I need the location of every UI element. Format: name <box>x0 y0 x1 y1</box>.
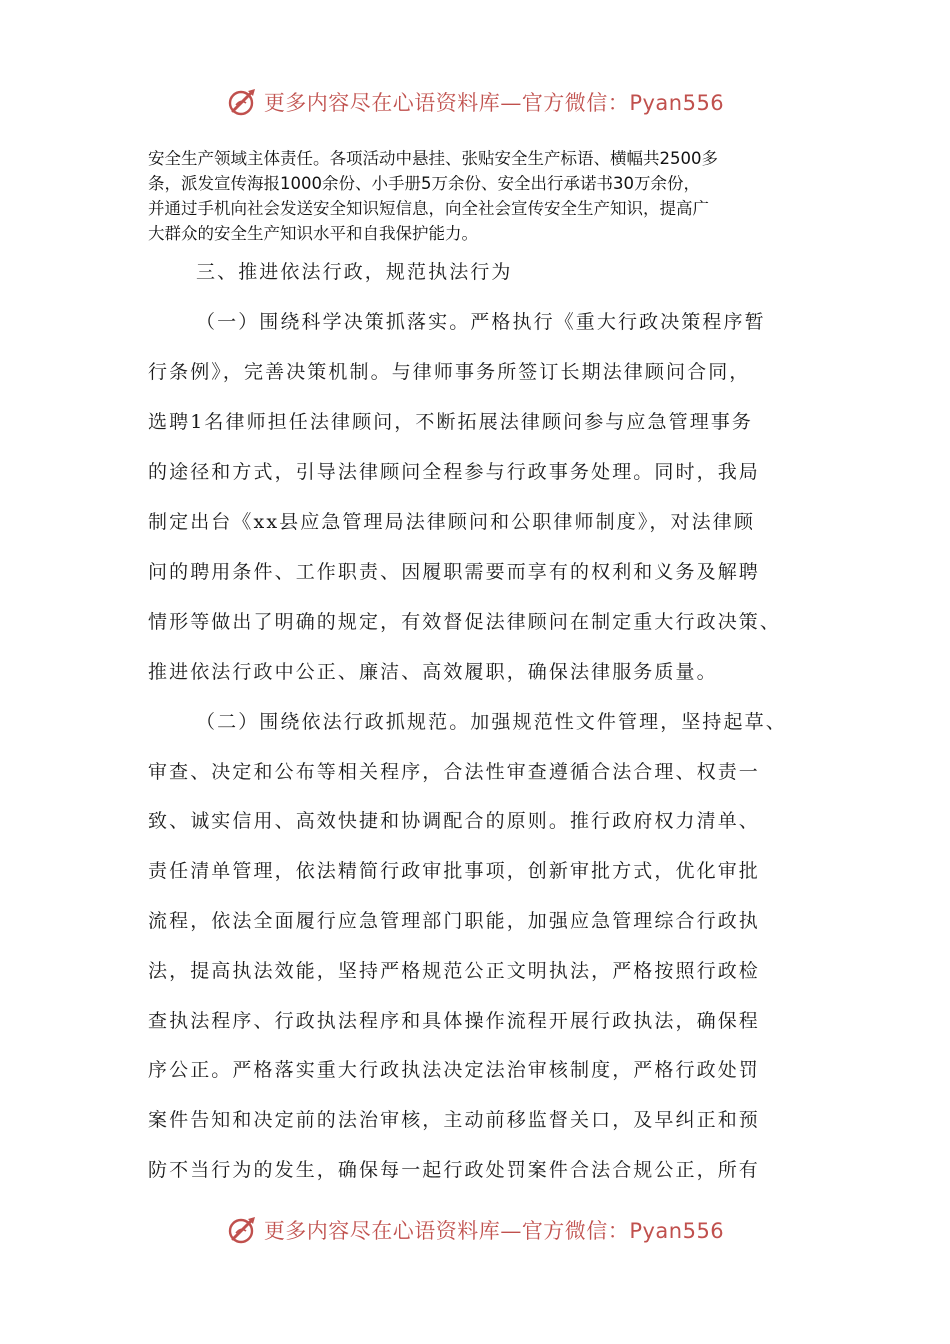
intro-text-block <box>148 146 820 246</box>
footer-watermark-banner <box>0 1210 950 1250</box>
paragraph-one-line: 推进依法行政中公正、廉洁、高效履职，确保法律服务质量。 <box>148 661 718 683</box>
paragraph-one-line: 的途径和方式，引导法律顾问全程参与行政事务处理。同时，我局 <box>148 461 760 483</box>
footer-banner-official: 官方微信： <box>521 1219 630 1243</box>
paragraph-two-line: 流程，依法全面履行应急管理部门职能，加强应急管理综合行政执 <box>148 910 760 932</box>
intro-line: 条，派发宣传海报1000余份、小手册5万余份、安全出行承诺书30万余份， <box>148 174 700 193</box>
paragraph-one-line: 问的聘用条件、工作职责、因履职需要而享有的权利和义务及解聘 <box>148 561 760 583</box>
intro-line: 大群众的安全生产知识水平和自我保护能力。 <box>148 224 478 243</box>
paragraph-one-line: 制定出台《xx县应急管理局法律顾问和公职律师制度》，对法律顾 <box>148 511 755 533</box>
paragraph-two-line: 案件告知和决定前的法治审核，主动前移监督关口，及早纠正和预 <box>148 1109 760 1131</box>
paragraph-two-line: （二）围绕依法行政抓规范。加强规范性文件管理，坚持起草、 <box>196 711 787 733</box>
paragraph-two-line: 查执法程序、行政执法程序和具体操作流程开展行政执法，确保程 <box>148 1010 760 1032</box>
pen-logo-icon <box>226 85 260 119</box>
header-banner-text <box>264 87 724 117</box>
paragraph-two-line: 防不当行为的发生，确保每一起行政处罚案件合法合规公正，所有 <box>148 1159 760 1181</box>
footer-banner-title: 更多内容尽在心语资料库 <box>263 1219 501 1243</box>
intro-line: 并通过手机向社会发送安全知识短信息，向全社会宣传安全生产知识，提高广 <box>148 199 709 218</box>
paragraph-two-line: 序公正。严格落实重大行政执法决定法治审核制度，严格行政处罚 <box>148 1059 760 1081</box>
paragraph-one-line: 选聘1名律师担任法律顾问，不断拓展法律顾问参与应急管理事务 <box>148 411 753 433</box>
header-banner-official: 官方微信： <box>521 91 630 115</box>
footer-banner-text <box>264 1215 724 1245</box>
paragraph-two-line: 致、诚实信用、高效快捷和协调配合的原则。推行政府权力清单、 <box>148 810 760 832</box>
header-banner-title: 更多内容尽在心语资料库 <box>263 91 501 115</box>
paragraph-one-line: 情形等做出了明确的规定，有效督促法律顾问在制定重大行政决策、 <box>148 611 782 633</box>
paragraph-two-line: 审查、决定和公布等相关程序，合法性审查遵循合法合理、权责一 <box>148 761 760 783</box>
pen-logo-icon <box>226 1213 260 1247</box>
header-banner-wechat-id: Pyan556 <box>629 91 725 115</box>
footer-banner-wechat-id: Pyan556 <box>629 1219 725 1243</box>
paragraph-two-line: 责任清单管理，依法精简行政审批事项，创新审批方式，优化审批 <box>148 860 760 882</box>
header-banner-dash: — <box>500 91 522 115</box>
intro-line: 安全生产领域主体责任。各项活动中悬挂、张贴安全生产标语、横幅共2500多 <box>148 149 718 168</box>
section-heading: 三、推进依法行政，规范执法行为 <box>196 261 513 283</box>
footer-banner-dash: — <box>500 1219 522 1243</box>
paragraph-one-line: 行条例》，完善决策机制。与律师事务所签订长期法律顾问合同， <box>148 361 751 383</box>
header-watermark-banner <box>0 82 950 122</box>
paragraph-one-line: （一）围绕科学决策抓落实。严格执行《重大行政决策程序暂 <box>196 311 766 333</box>
paragraph-two-line: 法，提高执法效能，坚持严格规范公正文明执法，严格按照行政检 <box>148 960 760 982</box>
